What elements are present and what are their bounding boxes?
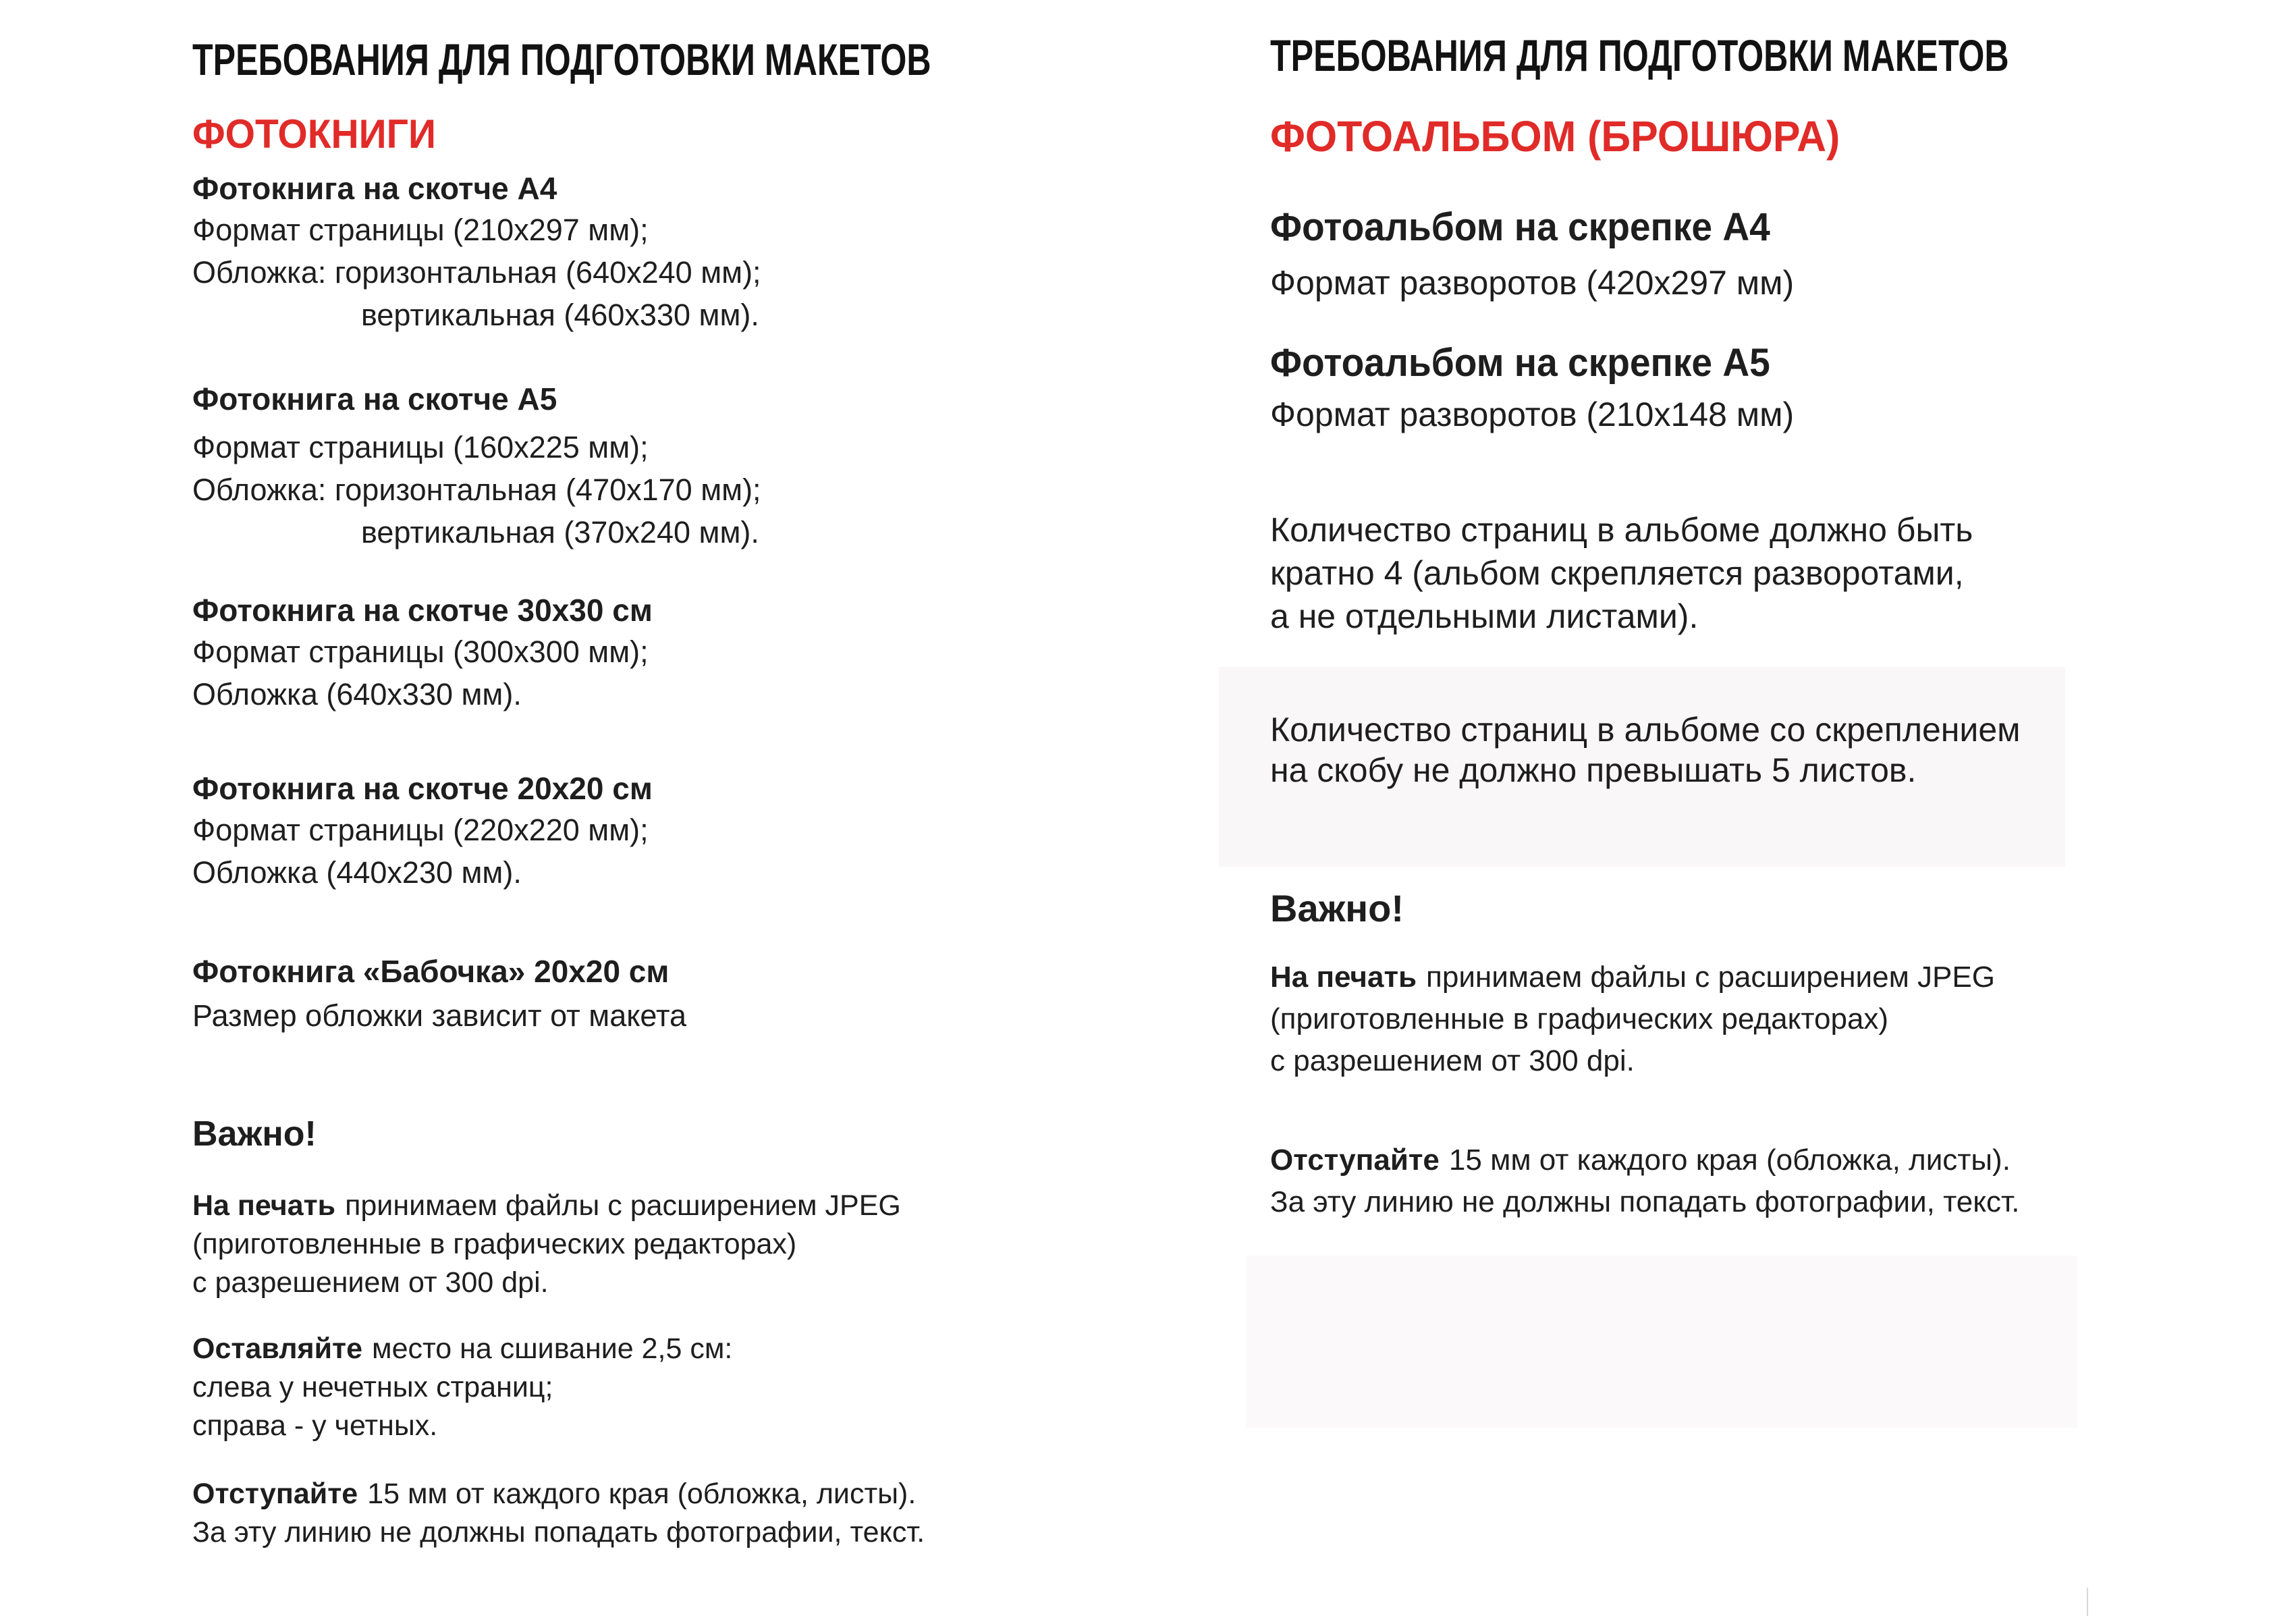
note-edge-margin — [1270, 1139, 2019, 1223]
product-line: вертикальная (460х330 мм). — [361, 298, 759, 332]
product-line: Формат страницы (220х220 мм); — [192, 813, 649, 847]
product-name: Фотокнига на скотче А5 — [192, 381, 557, 416]
paragraph-line: кратно 4 (альбом скрепляется разворотами, — [1270, 554, 1964, 592]
product-line: Обложка (440х230 мм). — [192, 855, 522, 890]
product-name: Фотокнига «Бабочка» 20х20 см — [192, 954, 669, 989]
note-lead: Оставляйте — [192, 1332, 363, 1365]
right-page — [1270, 0, 2249, 1616]
section-heading-photoalbum: ФОТОАЛЬБОМ (БРОШЮРА) — [1270, 112, 1840, 161]
note-text: принимаем файлы с расширением JPEG — [1426, 961, 1995, 994]
product-name: Фотокнига на скотче 30х30 см — [192, 593, 653, 628]
note-print — [192, 1187, 901, 1302]
paragraph-line: Количество страниц в альбоме со скреплением — [1270, 711, 2021, 749]
note-line: слева у нечетных страниц; — [192, 1371, 553, 1403]
product-specs — [192, 209, 761, 336]
paragraph-line: а не отдельными листами). — [1270, 597, 1699, 635]
note-lead: На печать — [192, 1189, 336, 1222]
product-line: Формат разворотов (210х148 мм) — [1270, 396, 1795, 433]
note-line: с разрешением от 300 dpi. — [1270, 1044, 1635, 1077]
note-print — [1270, 957, 1995, 1082]
note-edge-margin — [192, 1475, 925, 1552]
product-name: Фотоальбом на скрепке А5 — [1270, 341, 1770, 385]
note-text: место на сшивание 2,5 см: — [372, 1332, 733, 1365]
paragraph-staple-limit — [1270, 709, 2021, 790]
paragraph-pages-multiple-of-4 — [1270, 508, 1973, 638]
product-line: вертикальная (370х240 мм). — [361, 515, 759, 549]
note-text: принимаем файлы с расширением JPEG — [345, 1189, 901, 1222]
page-title: ТРЕБОВАНИЯ ДЛЯ ПОДГОТОВКИ МАКЕТОВ — [192, 34, 931, 84]
product-line: Обложка: горизонтальная (470х170 мм); — [192, 473, 761, 507]
page-title: ТРЕБОВАНИЯ ДЛЯ ПОДГОТОВКИ МАКЕТОВ — [1270, 30, 2009, 80]
product-line: Размер обложки зависит от макета — [192, 998, 687, 1033]
note-lead: Отступайте — [192, 1478, 358, 1510]
product-line: Формат страницы (210х297 мм); — [192, 213, 649, 247]
note-line: (приготовленные в графических редакторах) — [192, 1228, 797, 1260]
product-line: Обложка (640х330 мм). — [192, 677, 522, 711]
paragraph-line: Количество страниц в альбоме должно быть — [1270, 511, 1973, 549]
important-label: Важно! — [1270, 887, 1404, 930]
product-specs — [192, 630, 649, 716]
note-lead: Отступайте — [1270, 1143, 1440, 1177]
paragraph-line: на скобу не должно превышать 5 листов. — [1270, 751, 1917, 789]
left-page — [192, 0, 1151, 1616]
product-name: Фотокнига на скотче 20х20 см — [192, 771, 653, 806]
note-text: 15 мм от каждого края (обложка, листы). — [367, 1478, 917, 1510]
note-text: 15 мм от каждого края (обложка, листы). — [1448, 1143, 2011, 1177]
product-specs — [192, 426, 761, 554]
note-line: справа - у четных. — [192, 1409, 438, 1442]
important-label: Важно! — [192, 1114, 317, 1154]
section-heading-photobooks: ФОТОКНИГИ — [192, 111, 436, 157]
product-line: Формат страницы (300х300 мм); — [192, 635, 649, 669]
note-line: За эту линию не должны попадать фотографии, текст. — [1270, 1185, 2020, 1218]
product-name: Фотоальбом на скрепке А4 — [1270, 205, 1770, 249]
note-line: (приготовленные в графических редакторах) — [1270, 1002, 1889, 1035]
product-line: Обложка: горизонтальная (640х240 мм); — [192, 255, 761, 290]
note-lead: На печать — [1270, 961, 1417, 994]
product-specs — [192, 809, 649, 894]
note-binding-margin — [192, 1330, 732, 1445]
product-name: Фотокнига на скотче А4 — [192, 171, 557, 206]
product-line: Формат страницы (160х225 мм); — [192, 430, 649, 464]
note-line: За эту линию не должны попадать фотографии, текст. — [192, 1516, 925, 1548]
product-line: Формат разворотов (420х297 мм) — [1270, 264, 1795, 302]
note-line: с разрешением от 300 dpi. — [192, 1266, 549, 1299]
